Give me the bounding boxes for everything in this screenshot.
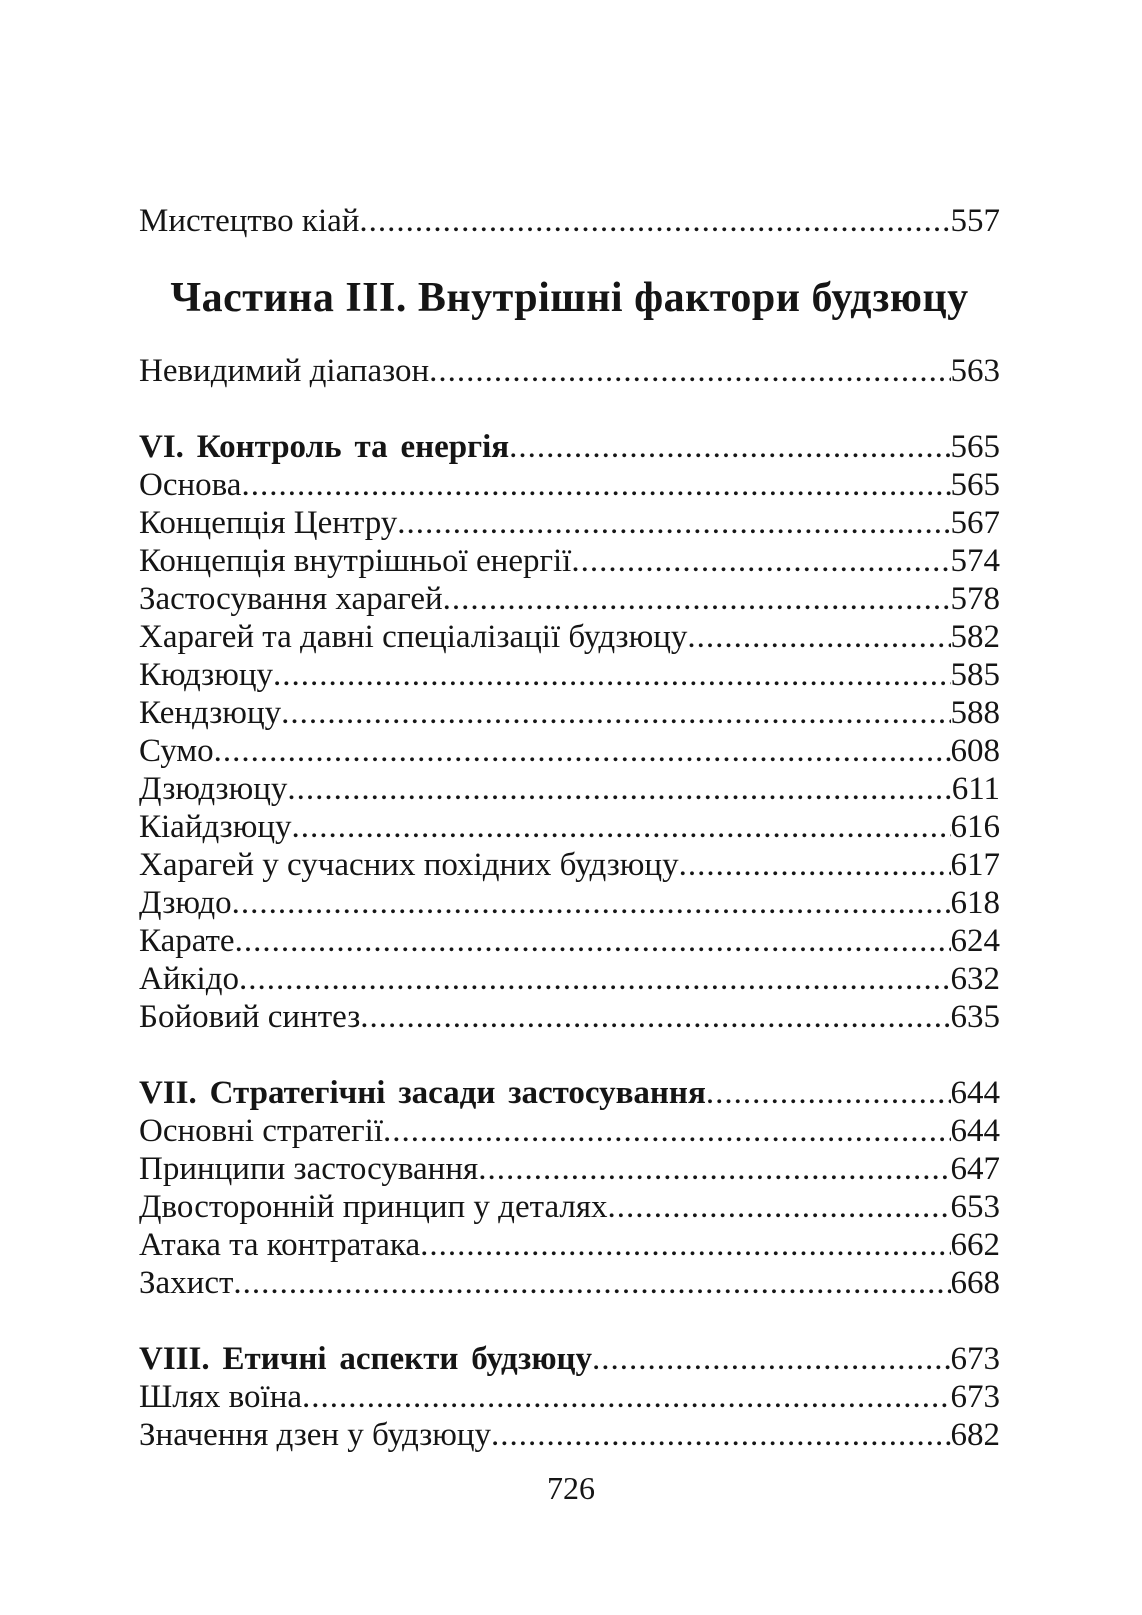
toc-entry-page: 673 <box>950 1379 1000 1415</box>
page-number: 726 <box>547 1470 595 1506</box>
dot-leader <box>302 1378 950 1416</box>
toc-entry-label: Значення дзен у будзюцу <box>139 1417 492 1453</box>
toc-entry-page: 644 <box>950 1075 1000 1111</box>
toc-entry-page: 624 <box>950 923 1000 959</box>
toc-entry <box>139 1150 1000 1188</box>
toc-entry-page: 653 <box>950 1189 1000 1225</box>
toc-entry-page: 565 <box>950 429 1000 465</box>
toc-entry-label: Бойовий синтез <box>139 999 361 1035</box>
toc-entry-label: Концепція внутрішньої енергії <box>139 543 572 579</box>
toc-entry-label: Харагей у сучасних похідних будзюцу <box>139 847 679 883</box>
toc-entry <box>139 466 1000 504</box>
toc-entry <box>139 1264 1000 1302</box>
toc-entry-page: 635 <box>950 999 1000 1035</box>
dot-leader <box>592 1340 950 1378</box>
dot-leader <box>679 846 951 884</box>
dot-leader <box>420 1226 950 1264</box>
toc-entry <box>139 580 1000 618</box>
toc-entry <box>139 542 1000 580</box>
toc-chapter-entry <box>139 428 1000 466</box>
toc-entry <box>139 846 1000 884</box>
dot-leader <box>239 960 951 998</box>
toc-entry <box>139 922 1000 960</box>
toc-entry <box>139 884 1000 922</box>
toc-entry <box>139 1112 1000 1150</box>
section-spacer <box>139 390 1000 428</box>
part-heading: Частина III. Внутрішні фактори будзюцу <box>170 275 969 321</box>
toc-entry <box>139 1378 1000 1416</box>
toc-entry-page: 567 <box>950 505 1000 541</box>
toc-chapter-title: VII. Стратегічні засади застосування <box>139 1075 706 1111</box>
dot-leader <box>235 922 951 960</box>
toc-chapter-title: VI. Контроль та енергія <box>139 429 510 465</box>
toc-entry-page: 585 <box>950 657 1000 693</box>
toc-entry-page: 644 <box>950 1113 1000 1149</box>
dot-leader <box>608 1188 951 1226</box>
dot-leader <box>281 694 950 732</box>
toc-entry-page: 588 <box>950 695 1000 731</box>
toc-entry-page: 632 <box>950 961 1000 997</box>
toc-entry-label: Харагей та давні спеціалізації будзюцу <box>139 619 688 655</box>
toc-entry-label: Айкідо <box>139 961 239 997</box>
dot-leader <box>287 770 951 808</box>
dot-leader <box>233 1264 950 1302</box>
dot-leader <box>383 1112 950 1150</box>
toc-entry-label: Основні стратегії <box>139 1113 384 1149</box>
toc-entry-label: Принципи застосування <box>139 1151 479 1187</box>
toc-entry-page: 616 <box>950 809 1000 845</box>
toc-entry-page: 582 <box>950 619 1000 655</box>
toc-entry-page: 617 <box>950 847 1000 883</box>
dot-leader <box>359 202 950 240</box>
toc-entry <box>139 202 1000 240</box>
toc-chapter-entry <box>139 1074 1000 1112</box>
toc-entry-page: 578 <box>950 581 1000 617</box>
toc-entry-label: Кюдзюцу <box>139 657 274 693</box>
toc-entry <box>139 656 1000 694</box>
toc-entry <box>139 352 1000 390</box>
toc-entry-page: 557 <box>950 203 1000 239</box>
dot-leader <box>292 808 951 846</box>
toc-entry <box>139 770 1000 808</box>
dot-leader <box>397 504 950 542</box>
dot-leader <box>232 884 951 922</box>
toc-entry-label: Захист <box>139 1265 234 1301</box>
toc-entry-page: 563 <box>950 353 1000 389</box>
toc-chapter-entry <box>139 1340 1000 1378</box>
toc-entry-label: Кендзюцу <box>139 695 282 731</box>
toc-entry <box>139 694 1000 732</box>
toc-entry-page: 682 <box>950 1417 1000 1453</box>
toc-entry <box>139 732 1000 770</box>
toc-chapter-title: VIII. Етичні аспекти будзюцу <box>139 1341 593 1377</box>
toc-entry <box>139 1188 1000 1226</box>
dot-leader <box>687 618 950 656</box>
dot-leader <box>443 580 951 618</box>
toc-entry-label: Кіайдзюцу <box>139 809 292 845</box>
dot-leader <box>241 466 950 504</box>
dot-leader <box>509 428 950 466</box>
toc-entry-label: Застосування харагей <box>139 581 443 617</box>
table-of-contents <box>139 202 1000 1454</box>
toc-entry-page: 662 <box>950 1227 1000 1263</box>
toc-entry-label: Дзюдо <box>139 885 232 921</box>
toc-entry <box>139 504 1000 542</box>
section-spacer <box>139 1036 1000 1074</box>
dot-leader <box>214 732 951 770</box>
toc-entry-label: Концепція Центру <box>139 505 398 541</box>
dot-leader <box>571 542 950 580</box>
toc-entry <box>139 1416 1000 1454</box>
dot-leader <box>360 998 950 1036</box>
toc-entry-page: 618 <box>950 885 1000 921</box>
dot-leader <box>478 1150 950 1188</box>
toc-entry-label: Невидимий діапазон <box>139 353 430 389</box>
toc-entry-label: Основа <box>139 467 242 503</box>
toc-entry-page: 565 <box>950 467 1000 503</box>
toc-entry-label: Шлях воїна <box>139 1379 303 1415</box>
toc-entry <box>139 960 1000 998</box>
toc-entry-page: 647 <box>950 1151 1000 1187</box>
toc-entry-label: Двосторонній принцип у деталях <box>139 1189 608 1225</box>
dot-leader <box>491 1416 950 1454</box>
toc-entry-page: 608 <box>950 733 1000 769</box>
toc-entry-label: Мистецтво кіай <box>139 203 360 239</box>
dot-leader <box>706 1074 951 1112</box>
toc-entry-page: 611 <box>951 771 1000 807</box>
toc-entry <box>139 1226 1000 1264</box>
toc-entry-page: 574 <box>950 543 1000 579</box>
toc-entry-label: Сумо <box>139 733 214 769</box>
toc-entry <box>139 808 1000 846</box>
toc-entry-page: 668 <box>950 1265 1000 1301</box>
toc-entry <box>139 618 1000 656</box>
toc-entry <box>139 998 1000 1036</box>
section-spacer <box>139 1302 1000 1340</box>
dot-leader <box>273 656 950 694</box>
dot-leader <box>429 352 950 390</box>
toc-entry-page: 673 <box>950 1341 1000 1377</box>
toc-entry-label: Атака та контратака <box>139 1227 421 1263</box>
toc-entry-label: Дзюдзюцу <box>139 771 288 807</box>
toc-entry-label: Карате <box>139 923 235 959</box>
